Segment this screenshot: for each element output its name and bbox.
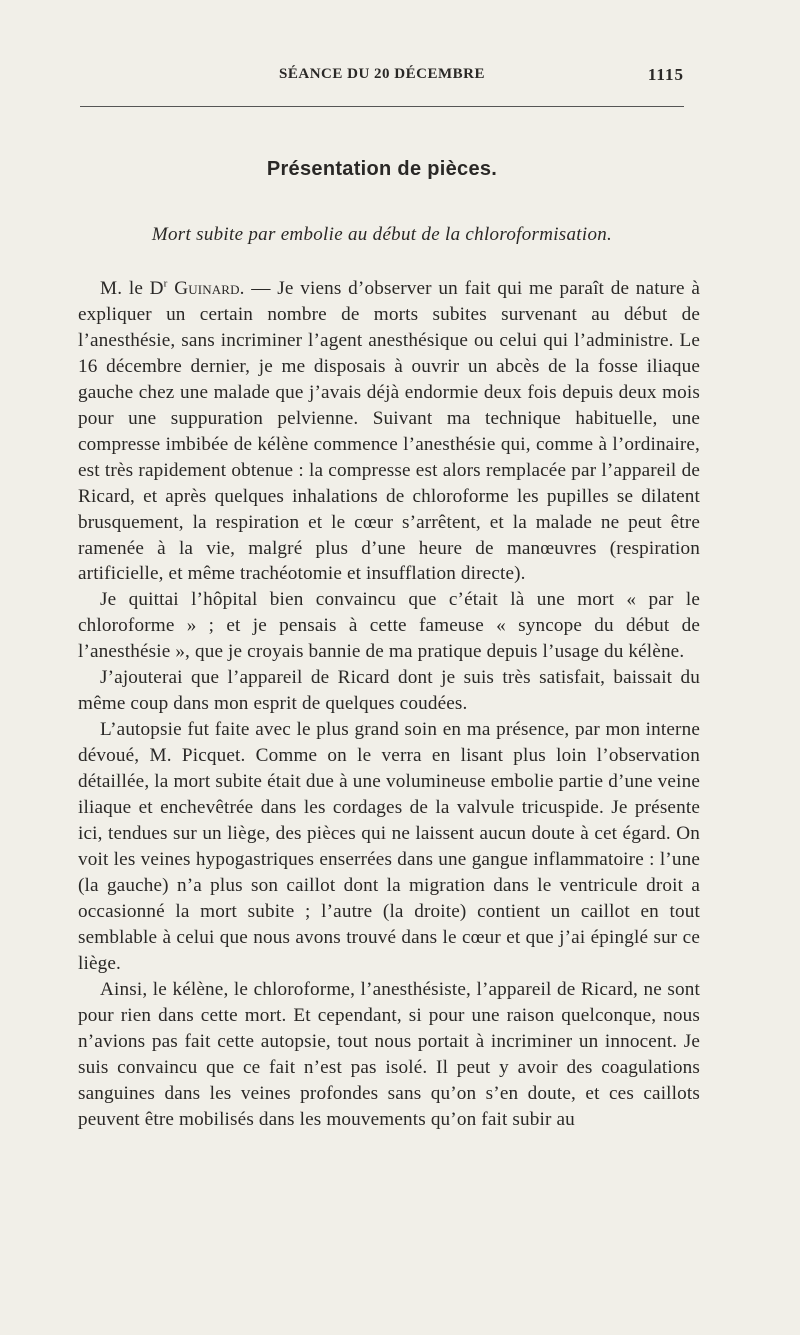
page-number: 1115 [647, 65, 684, 84]
paragraph: J’ajouterai que l’appareil de Ricard dont je suis très satisfait, baissait du même coup dans mon esprit de quelques coudées. [78, 667, 700, 715]
author-name: Guinard [174, 278, 240, 299]
paragraph-text: Je viens d’observer un fait qui me paraît de nature à expliquer un certain nombre de morts subites survenant au début de l’anesthésie, sans incriminer l’agent anesthésique ou celui qui l’administre. Le 16 décembre dernier, je me disposais à ouvrir un abcès de la fosse iliaque gauche chez une malade que j’avais déjà endormie deux fois depuis deux mois pour une suppuration pelvienne. Suivant ma technique habituelle, une compresse imbibée de kélène commence l’anesthésie qui, comme à l’ordinaire, est très rapidement obtenue : la compresse est alors remplacée par l’appareil de Ricard, et après quelques inhalations de chloroforme les pupilles se dilatent brusquement, la respiration et le cœur s’arrêtent, et la malade ne peut être ramenée à la vie, malgré plus d’une heure de manœuvres (respiration artificielle, et même trachéotomie et insufflation directe). [78, 278, 700, 585]
running-head [80, 66, 684, 96]
paragraph: Ainsi, le kélène, le chloroforme, l’anesthésiste, l’appareil de Ricard, ne sont pour rien dans cette mort. Et cependant, si pour une raison quelconque, nous n’avions pas fait cette autopsie, tout nous portait à incriminer un innocent. Je suis convaincu que ce fait n’est pas isolé. Il peut y avoir des coagulations sanguines dans les veines profondes sans qu’on s’en doute, et ces caillots peuvent être mobilisés dans les mouvements qu’on fait subir au [78, 978, 700, 1130]
section-title: Présentation de pièces. [266, 158, 498, 180]
paragraph: L’autopsie fut faite avec le plus grand soin en ma présence, par mon interne dévoué, M. Picquet. Comme on le verra en lisant plus loin l’observation détaillée, la mort subite était due à une volumineuse embolie partie d’une veine iliaque et enchevêtrée dans les cordages de la valvule tricuspide. Je présente ici, tendues sur un liège, des pièces qui ne laissent aucun doute à cet égard. On voit les veines hypogastriques enserrées dans une gangue inflammatoire : l’une (la gauche) n’a plus son caillot dont la migration dans le ventricule droit a occasionné la mort subite ; l’autre (la droite) contient un caillot en tout semblable à celui que nous avons trouvé dans le cœur et que j’ai épinglé sur ce liège. [78, 719, 700, 974]
body-text [78, 276, 700, 1132]
header-rule [80, 106, 684, 107]
author-prefix: M. le D [100, 278, 164, 299]
paragraph: Je quittai l’hôpital bien convaincu que c’était là une mort « par le chloroforme » ; et je pensais à cette fameuse « syncope du début de l’anesthésie », que je croyais bannie de ma pratique depuis l’usage du kélène. [78, 589, 700, 663]
author-dash: . — [239, 278, 278, 299]
running-title: SÉANCE DU 20 DÉCEMBRE [279, 66, 485, 82]
section-subtitle: Mort subite par embolie au début de la chloroformisation. [151, 224, 613, 245]
author-prefix-sup: r [163, 277, 168, 290]
paragraph [78, 276, 700, 587]
